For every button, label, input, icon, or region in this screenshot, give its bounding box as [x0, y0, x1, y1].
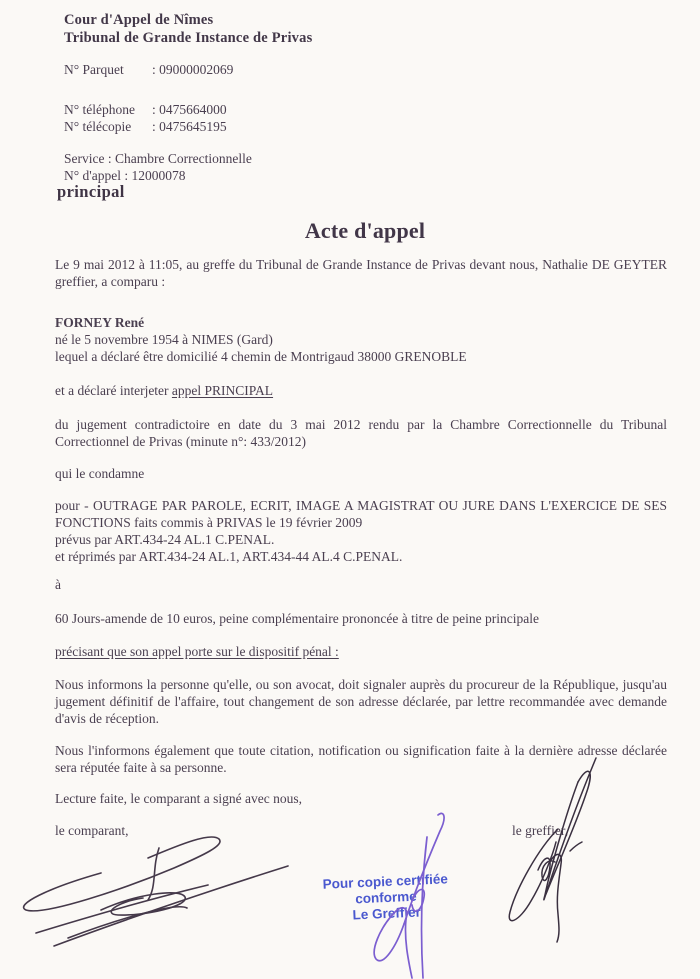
a-word: à [55, 577, 61, 592]
court-name: Cour d'Appel de Nîmes [64, 12, 214, 28]
appellant-block [55, 314, 667, 365]
stamp-line-1: Pour copie certifiée conforme [322, 871, 449, 907]
phone-value: : 0475664000 [152, 102, 227, 117]
fax-value: : 0475645195 [152, 119, 227, 134]
court-header [64, 12, 312, 47]
appellant-address: lequel a déclaré être domicilié 4 chemin de Montrigaud 38000 GRENOBLE [55, 349, 467, 364]
judgment-paragraph: du jugement contradictoire en date du 3 mai 2012 rendu par la Chambre Correctionnelle du Tribunal Correctionnel de Privas (minute n°: 433/2012) [55, 417, 667, 449]
greffier-label: le greffier, [512, 823, 569, 838]
document-title: Acte d'appel [304, 218, 426, 243]
parquet-value: : 09000002069 [152, 62, 234, 77]
declaration-line [55, 382, 667, 399]
tribunal-name: Tribunal de Grande Instance de Privas [64, 29, 313, 46]
fax-label: N° télécopie [64, 119, 132, 134]
scope-line: précisant que son appel porte sur le dispositif pénal : [55, 644, 339, 659]
comparant-signature [6, 836, 296, 961]
stamp-line-2: Le Greffier [352, 904, 422, 923]
phone-label: N° téléphone [64, 102, 136, 117]
service-line: Service : Chambre Correctionnelle [64, 151, 252, 166]
provision-line-1: prévus par ART.434-24 AL.1 C.PENAL. [55, 532, 275, 547]
declaration-prefix: et a déclaré interjeter [55, 383, 172, 398]
offense-paragraph: pour - OUTRAGE PAR PAROLE, ECRIT, IMAGE A MAGISTRAT OU JURE DANS L'EXERCICE DE SES FONCTIONS faits commis à PRIVAS le 19 février 2009 [55, 498, 667, 530]
comparant-label: le comparant, [55, 823, 129, 838]
notice-paragraph-2: Nous l'informons également que toute citation, notification ou signification faite à la dernière adresse déclarée sera réputée faite à sa personne. [55, 743, 667, 775]
appeal-type: principal [57, 182, 125, 201]
condemnation-line: qui le condamne [55, 466, 145, 481]
sentence-line: 60 Jours-amende de 10 euros, peine complémentaire prononcée à titre de peine principale [55, 611, 539, 626]
closing-line: Lecture faite, le comparant a signé avec nous, [55, 791, 303, 806]
provision-line-2: et réprimés par ART.434-24 AL.1, ART.434-44 AL.4 C.PENAL. [55, 549, 403, 564]
declaration-underlined: appel PRINCIPAL [171, 383, 274, 398]
parquet-number-row [64, 61, 233, 78]
phone-row [64, 101, 227, 118]
greffier-signature [498, 754, 608, 946]
fax-row [64, 118, 227, 135]
notice-paragraph-1: Nous informons la personne qu'elle, ou son avocat, doit signaler auprès du procureur de la République, jusqu'au jugement définitif de l'affaire, tout changement de son adresse déclarée, par lettre recommandée avec demande d'avis de réception. [55, 677, 667, 726]
intro-paragraph: Le 9 mai 2012 à 11:05, au greffe du Tribunal de Grande Instance de Privas devant nous, Nathalie DE GEYTER greffier, a comparu : [55, 257, 667, 289]
appellant-birth: né le 5 novembre 1954 à NIMES (Gard) [55, 332, 273, 347]
parquet-label: N° Parquet [64, 62, 124, 77]
offense-block [55, 497, 667, 565]
appellant-name: FORNEY René [55, 315, 145, 330]
appeal-number-line: N° d'appel : 12000078 [64, 168, 186, 183]
certification-stamp [292, 870, 480, 926]
